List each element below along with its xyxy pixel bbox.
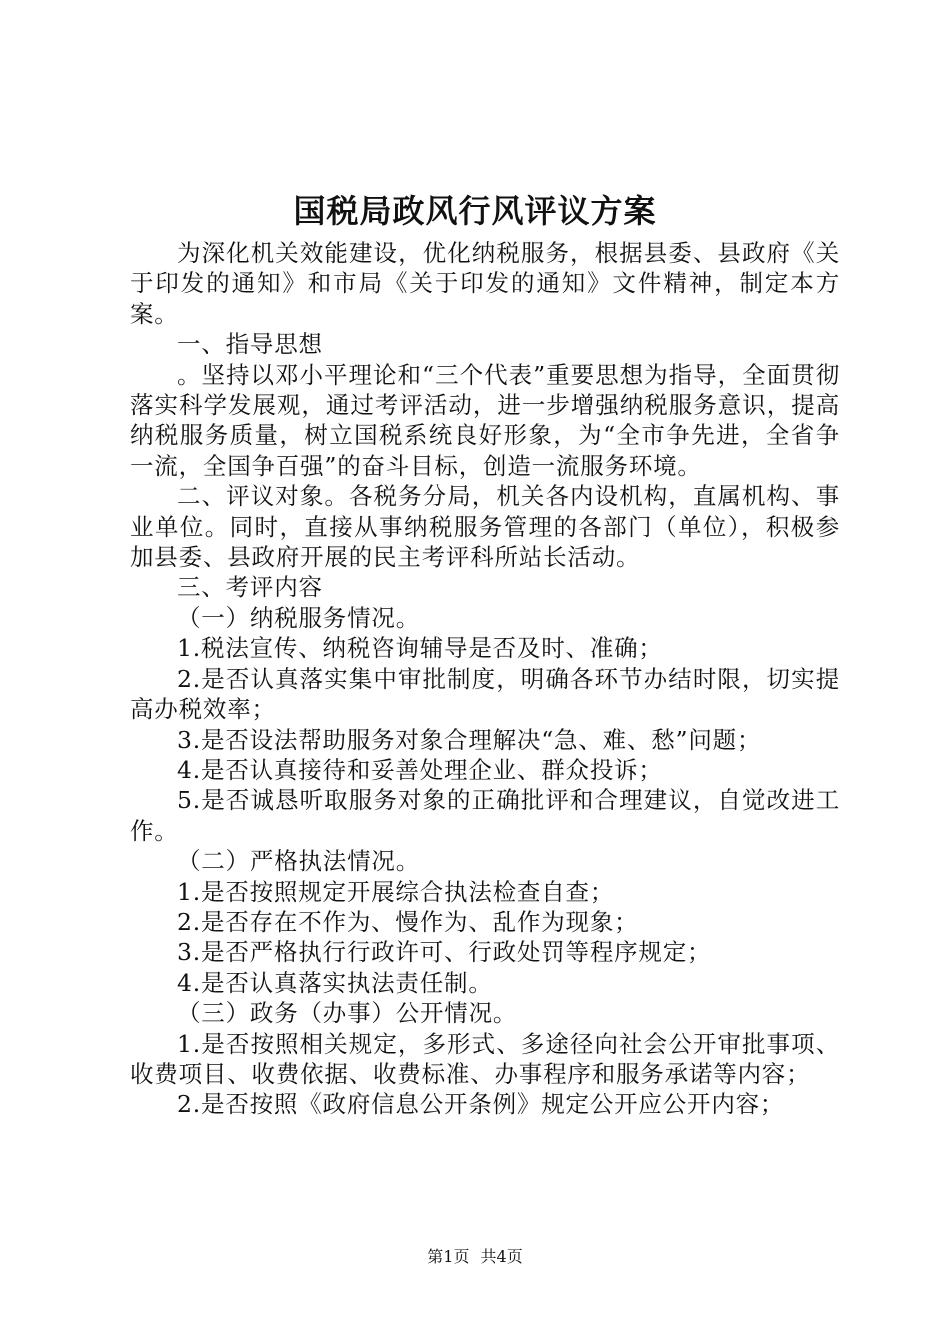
- heading-guiding-thought: 一、指导思想: [177, 330, 323, 359]
- document-title: 国税局政风行风评议方案: [293, 192, 657, 230]
- subheading-tax-service: （一）纳税服务情况。: [177, 603, 420, 632]
- paragraph-evaluation-target: 二、评议对象。各税务分局，机关各内设机构，直属机构、事业单位。同时，直接从事纳税服务管理的各部门（单位），积极参加县委、县政府开展的民主考评科所站长活动。: [130, 482, 840, 572]
- document-body: [130, 238, 840, 1120]
- list-item: 2.是否认真落实集中审批制度，明确各环节办结时限，切实提高办税效率；: [130, 664, 840, 724]
- list-item: 4.是否认真落实执法责任制。: [177, 968, 493, 997]
- page-total: 共4页: [480, 1247, 523, 1266]
- list-item: 3.是否严格执行行政许可、行政处罚等程序规定；: [177, 938, 712, 967]
- subheading-government-affairs: （三）政务（办事）公开情况。: [177, 999, 518, 1028]
- list-item: 2.是否存在不作为、慢作为、乱作为现象；: [177, 907, 639, 936]
- page-number: 第1页: [427, 1247, 470, 1266]
- paragraph-guiding-thought: 。坚持以邓小平理论和“三个代表”重要思想为指导，全面贯彻落实科学发展观，通过考评活动，进一步增强纳税服务意识，提高纳税服务质量，树立国税系统良好形象，为“全市争先进，全省争一流，全国争百强”的奋斗目标，创造一流服务环境。: [130, 360, 840, 480]
- page-footer: [0, 1244, 950, 1267]
- list-item: 1.是否按照规定开展综合执法检查自查；: [177, 877, 615, 906]
- list-item: 5.是否诚恳听取服务对象的正确批评和合理建议，自觉改进工作。: [130, 786, 840, 845]
- list-item: 1.是否按照相关规定，多形式、多途径向社会公开审批事项、收费项目、收费依据、收费标准、办事程序和服务承诺等内容；: [130, 1029, 840, 1088]
- list-item: 1.税法宣传、纳税咨询辅导是否及时、准确；: [177, 634, 663, 663]
- heading-evaluation-content: 三、考评内容: [177, 573, 323, 602]
- list-item: 2.是否按照《政府信息公开条例》规定公开应公开内容；: [177, 1090, 785, 1119]
- list-item: 4.是否认真接待和妥善处理企业、群众投诉；: [177, 755, 663, 784]
- list-item: 3.是否设法帮助服务对象合理解决“急、难、愁”问题；: [177, 725, 762, 754]
- paragraph-intro: 为深化机关效能建设，优化纳税服务，根据县委、县政府《关于印发的通知》和市局《关于印发的通知》文件精神，制定本方案。: [130, 239, 840, 328]
- subheading-law-enforcement: （二）严格执法情况。: [177, 847, 420, 876]
